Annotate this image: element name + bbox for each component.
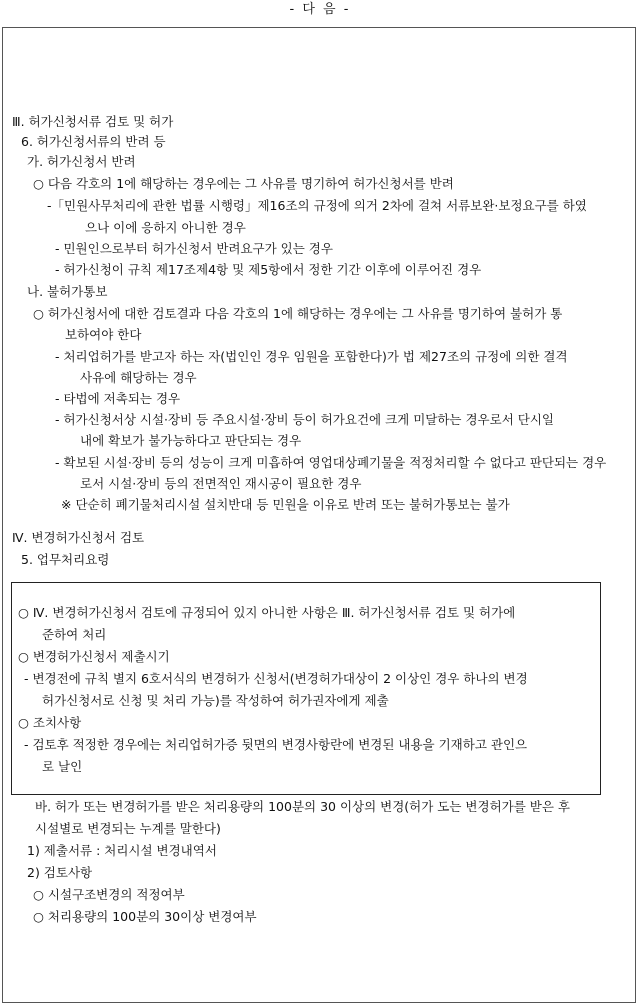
box-continuation-line: 허가신청서로 신청 및 처리 가능)를 작성하여 허가권자에게 제출: [42, 693, 389, 708]
box-dash-line: - 변경전에 규칙 별지 6호서식의 변경허가 신청서(변경허가대상이 2 이상인 경우 하나의 변경: [24, 671, 528, 686]
dash-line: -「민원사무처리에 관한 법률 시행령」제16조의 규정에 의거 2차에 걸쳐 서류보완·보정요구를 하였: [47, 198, 587, 213]
continuation-line: 시설별로 변경되는 누계를 말한다): [35, 821, 221, 836]
dash-line: - 확보된 시설·장비 등의 성능이 크게 미흡하여 영업대상폐기물을 적정처리할 수 없다고 판단되는 경우: [55, 455, 607, 470]
subsection-heading-5: 5. 업무처리요령: [21, 552, 110, 567]
dash-line: - 허가신청이 규칙 제17조제4항 및 제5항에서 정한 기간 이후에 이루어진 경우: [55, 262, 482, 277]
item-heading-na: 나. 불허가통보: [27, 284, 108, 299]
dash-line: - 허가신청서상 시설·장비 등 주요시설·장비 등이 허가요건에 크게 미달하는 경우로서 단시일: [55, 412, 554, 427]
dash-line: - 민원인으로부터 허가신청서 반려요구가 있는 경우: [55, 241, 333, 256]
box-bullet-line: ○ 변경허가신청서 제출시기: [18, 649, 170, 664]
bullet-line: ○ 허가신청서에 대한 검토결과 다음 각호의 1에 해당하는 경우에는 그 사유를 명기하여 불허가 통: [33, 306, 563, 321]
page-header: - 다 음 -: [289, 2, 351, 17]
box-bullet-line: ○ 조치사항: [18, 715, 82, 730]
section-heading-4: Ⅳ. 변경허가신청서 검토: [12, 530, 145, 545]
bullet-line: ○ 시설구조변경의 적정여부: [33, 887, 185, 902]
dash-line: - 처리업허가를 받고자 하는 자(법인인 경우 임원을 포함한다)가 법 제27조의 규정에 의한 결격: [55, 349, 568, 364]
box-dash-line: - 검토후 적정한 경우에는 처리업허가증 뒷면의 변경사항란에 변경된 내용을 기재하고 관인으: [24, 737, 528, 752]
box-continuation-line: 로 날인: [42, 759, 83, 774]
item-heading-ba: 바. 허가 또는 변경허가를 받은 처리용량의 100분의 30 이상의 변경(허가 도는 변경허가를 받은 후: [35, 799, 570, 814]
continuation-line: 보하여야 한다: [65, 327, 142, 342]
item-heading-ga: 가. 허가신청서 반려: [27, 154, 136, 169]
continuation-line: 으나 이에 응하지 아니한 경우: [85, 220, 246, 235]
bullet-line: ○ 처리용량의 100분의 30이상 변경여부: [33, 909, 257, 924]
continuation-line: 로서 시설·장비 등의 전면적인 재시공이 필요한 경우: [80, 476, 362, 491]
bullet-line: ○ 다음 각호의 1에 해당하는 경우에는 그 사유를 명기하여 허가신청서를 반려: [33, 176, 454, 191]
box-continuation-line: 준하여 처리: [42, 627, 107, 642]
continuation-line: 내에 확보가 불가능하다고 판단되는 경우: [80, 433, 302, 448]
dash-line: - 타법에 저촉되는 경우: [55, 391, 181, 406]
note-line: ※ 단순히 폐기물처리시설 설치반대 등 민원을 이유로 반려 또는 불허가통보는 불가: [61, 497, 510, 512]
numbered-line: 1) 제출서류 : 처리시설 변경내역서: [27, 843, 217, 858]
continuation-line: 사유에 해당하는 경우: [80, 370, 197, 385]
numbered-line: 2) 검토사항: [27, 865, 93, 880]
section-heading-3: Ⅲ. 허가신청서류 검토 및 허가: [12, 114, 174, 129]
subsection-heading-6: 6. 허가신청서류의 반려 등: [21, 134, 166, 149]
box-bullet-line: ○ Ⅳ. 변경허가신청서 검토에 규정되어 있지 아니한 사항은 Ⅲ. 허가신청서류 검토 및 허가에: [18, 605, 516, 620]
